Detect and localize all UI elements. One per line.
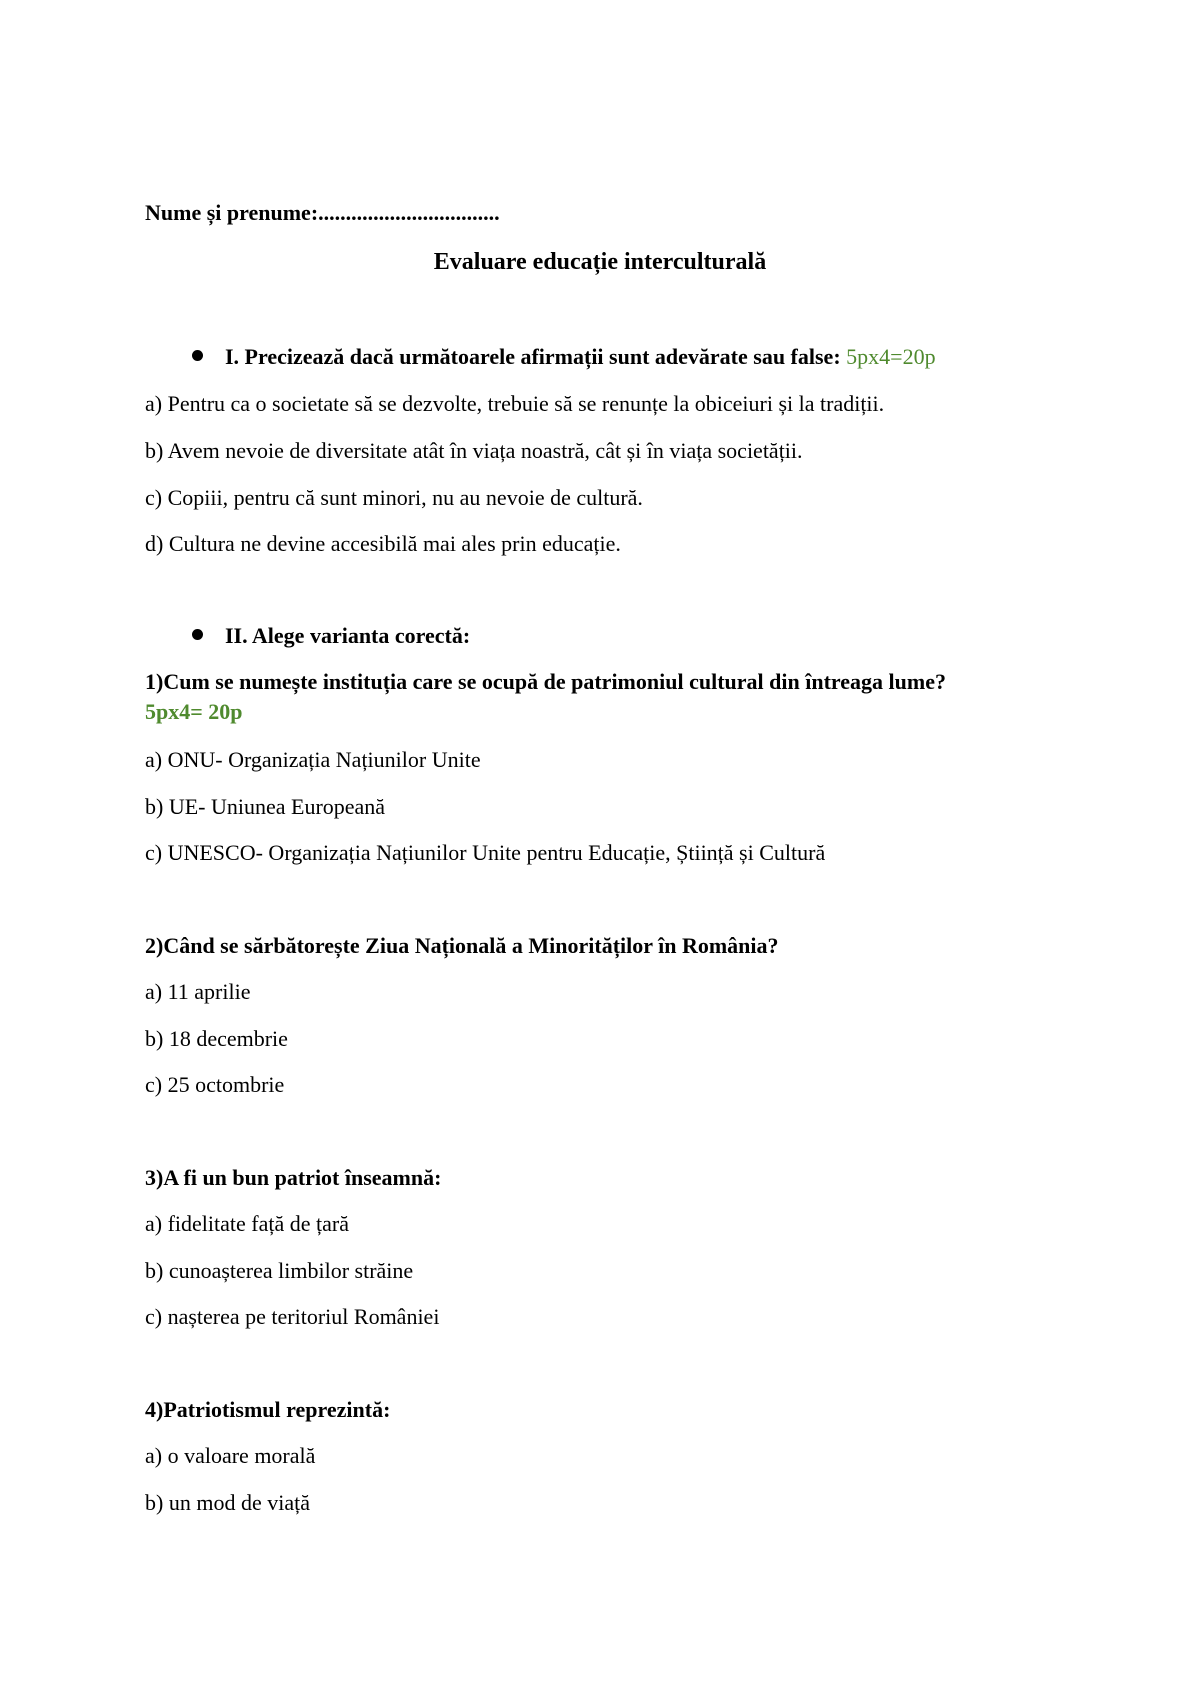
question-1-option-c: c) UNESCO- Organizația Națiunilor Unite pentru Educație, Știință și Cultură	[145, 840, 826, 865]
bullet-icon	[192, 350, 203, 361]
bullet-icon	[192, 629, 203, 640]
section1-heading	[225, 343, 936, 371]
question-1-option-a: a) ONU- Organizația Națiunilor Unite	[145, 747, 481, 772]
section1-points: 5px4=20p	[846, 344, 936, 369]
question-3-option-a: a) fidelitate față de țară	[145, 1211, 349, 1236]
section1-heading-text: I. Precizează dacă următoarele afirmații sunt adevărate sau false:	[225, 344, 847, 369]
page-title: Evaluare educație interculturală	[433, 249, 767, 275]
question-2-option-a: a) 11 aprilie	[145, 979, 251, 1004]
question-1: 1)Cum se numește instituția care se ocupă de patrimoniul cultural din întreaga lume?	[145, 669, 946, 694]
question-3-option-b: b) cunoașterea limbilor străine	[145, 1258, 414, 1283]
question-3: 3)A fi un bun patriot înseamnă:	[145, 1165, 442, 1190]
question-2: 2)Când se sărbătorește Ziua Națională a Minorităților în România?	[145, 933, 779, 958]
question-4-option-b: b) un mod de viață	[145, 1490, 310, 1515]
question-3-option-c: c) nașterea pe teritoriul României	[145, 1304, 440, 1329]
question-2-option-c: c) 25 octombrie	[145, 1072, 285, 1097]
question-1-points: 5px4= 20p	[145, 699, 243, 724]
question-4-option-a: a) o valoare morală	[145, 1443, 316, 1468]
section1-item-d: d) Cultura ne devine accesibilă mai ales prin educație.	[145, 531, 621, 556]
question-2-option-b: b) 18 decembrie	[145, 1026, 288, 1051]
question-1-option-b: b) UE- Uniunea Europeană	[145, 794, 386, 819]
question-4: 4)Patriotismul reprezintă:	[145, 1397, 391, 1422]
section2-heading: II. Alege varianta corectă:	[225, 623, 471, 648]
name-field-line: Nume și prenume:.................................	[145, 200, 500, 225]
section1-item-b: b) Avem nevoie de diversitate atât în viața noastră, cât și în viața societății.	[145, 438, 803, 463]
section1-item-a: a) Pentru ca o societate să se dezvolte, trebuie să se renunțe la obiceiuri și la tradiții.	[145, 391, 885, 416]
section1-item-c: c) Copiii, pentru că sunt minori, nu au nevoie de cultură.	[145, 485, 643, 510]
